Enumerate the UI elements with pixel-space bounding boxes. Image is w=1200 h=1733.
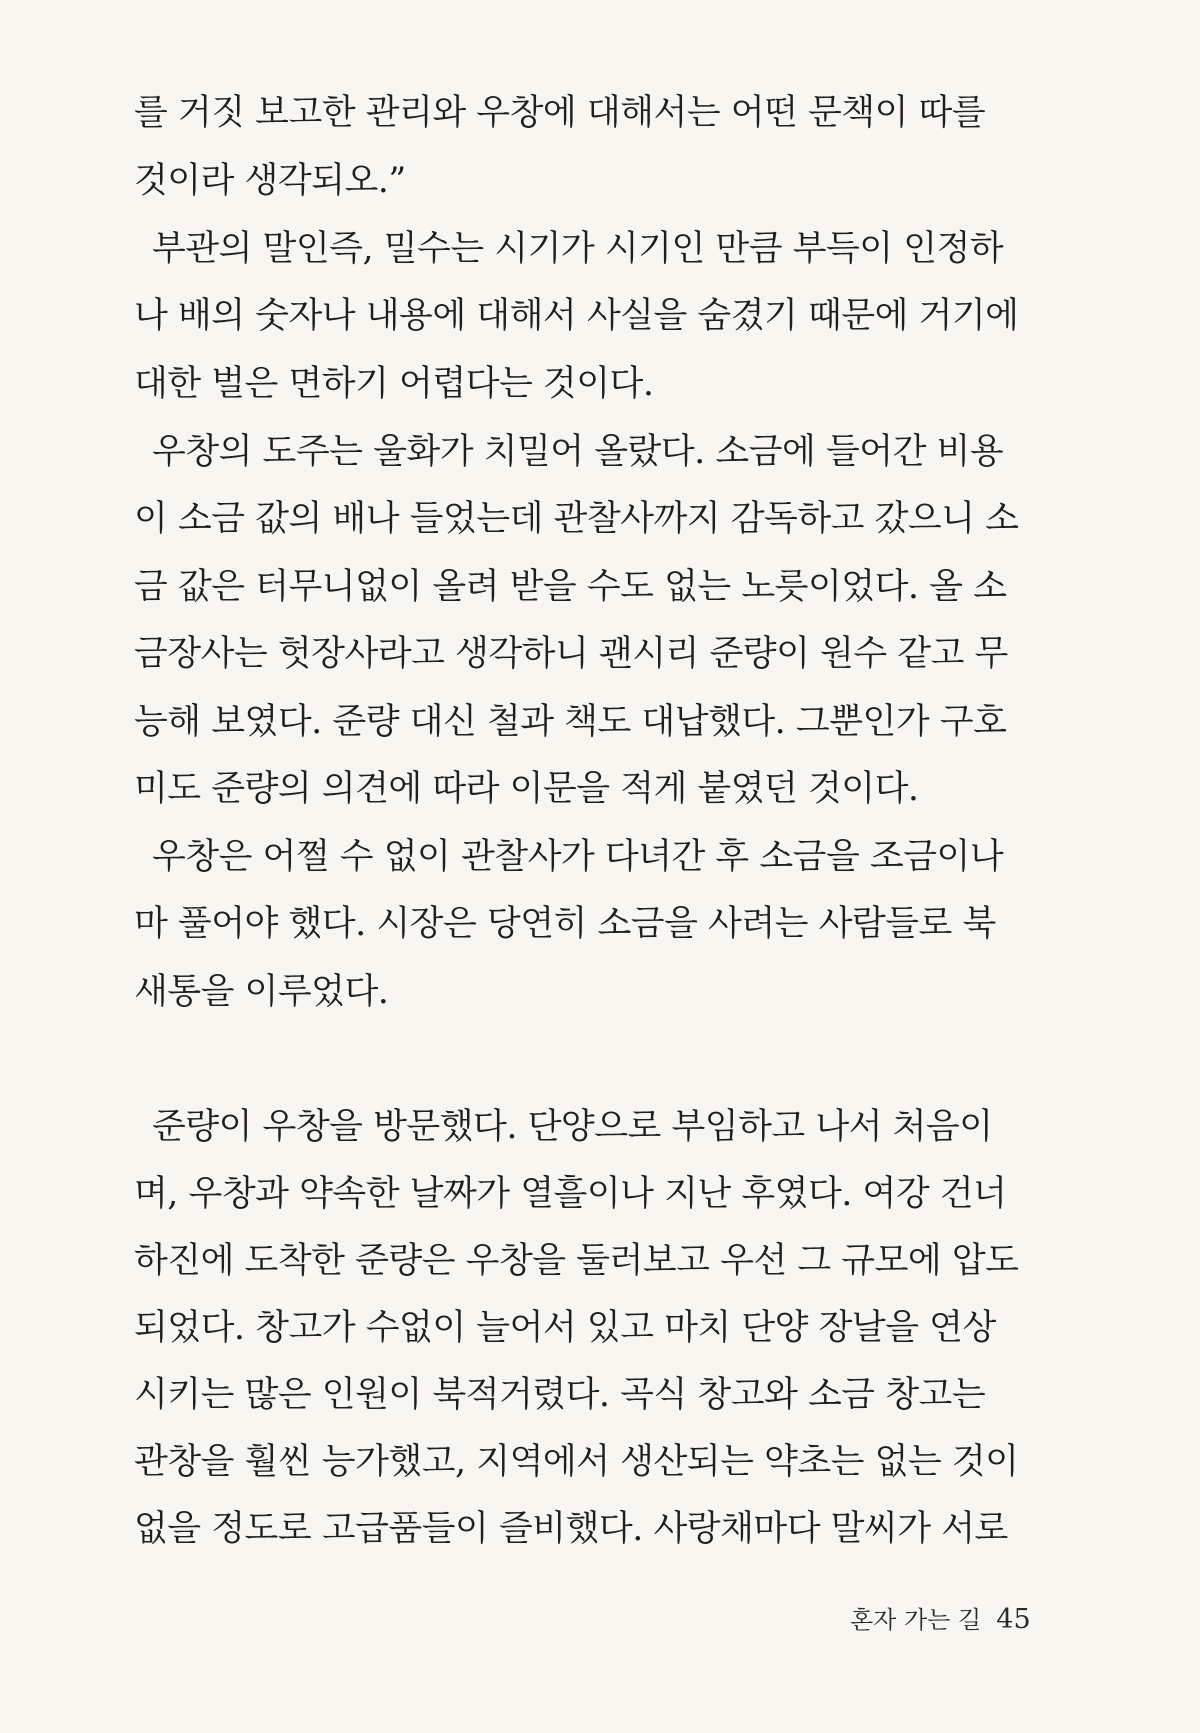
text-line: 관창을 훨씬 능가했고, 지역에서 생산되는 약초는 없는 것이 [134, 1442, 1019, 1482]
text-line: 마 풀어야 했다. 시장은 당연히 소금을 사려는 사람들로 북 [134, 904, 996, 944]
text-line: 나 배의 숫자나 내용에 대해서 사실을 숨겼기 때문에 거기에 [134, 296, 1019, 336]
text-line: 금장사는 헛장사라고 생각하니 괜시리 준량이 원수 같고 무 [134, 634, 1008, 674]
text-line: 를 거짓 보고한 관리와 우창에 대해서는 어떤 문책이 따를 [134, 93, 986, 133]
text-line: 대한 벌은 면하기 어렵다는 것이다. [134, 364, 654, 404]
text-line: 우창의 도주는 울화가 치밀어 올랐다. 소금에 들어간 비용 [152, 432, 1004, 472]
text-line: 하진에 도착한 준량은 우창을 둘러보고 우선 그 규모에 압도 [134, 1241, 1019, 1281]
text-line: 새통을 이루었다. [134, 972, 389, 1012]
text-line: 우창은 어쩔 수 없이 관찰사가 다녀간 후 소금을 조금이나 [152, 837, 1004, 877]
page-footer [850, 1600, 1031, 1635]
text-line: 준량이 우창을 방문했다. 단양으로 부임하고 나서 처음이 [152, 1107, 993, 1147]
text-line: 시키는 많은 인원이 북적거렸다. 곡식 창고와 소금 창고는 [134, 1375, 986, 1415]
text-line: 것이라 생각되오.” [134, 161, 406, 201]
page-number: 45 [996, 1604, 1031, 1635]
text-line: 이 소금 값의 배나 들었는데 관찰사까지 감독하고 갔으니 소 [134, 499, 1019, 539]
text-line: 며, 우창과 약속한 날짜가 열흘이나 지난 후였다. 여강 건너 [134, 1174, 1007, 1214]
text-line: 없을 정도로 고급품들이 즐비했다. 사랑채마다 말씨가 서로 [134, 1509, 1008, 1549]
text-line: 부관의 말인즉, 밀수는 시기가 시기인 만큼 부득이 인정하 [152, 229, 1004, 269]
text-line: 미도 준량의 의견에 따라 이문을 적게 붙였던 것이다. [134, 769, 919, 809]
text-line: 되었다. 창고가 수없이 늘어서 있고 마치 단양 장날을 연상 [134, 1308, 996, 1348]
text-line: 능해 보였다. 준량 대신 철과 책도 대납했다. 그뿐인가 구호 [134, 702, 1007, 742]
running-title: 혼자 가는 길 [850, 1606, 982, 1634]
text-line: 금 값은 터무니없이 올려 받을 수도 없는 노릇이었다. 올 소 [134, 567, 1007, 607]
